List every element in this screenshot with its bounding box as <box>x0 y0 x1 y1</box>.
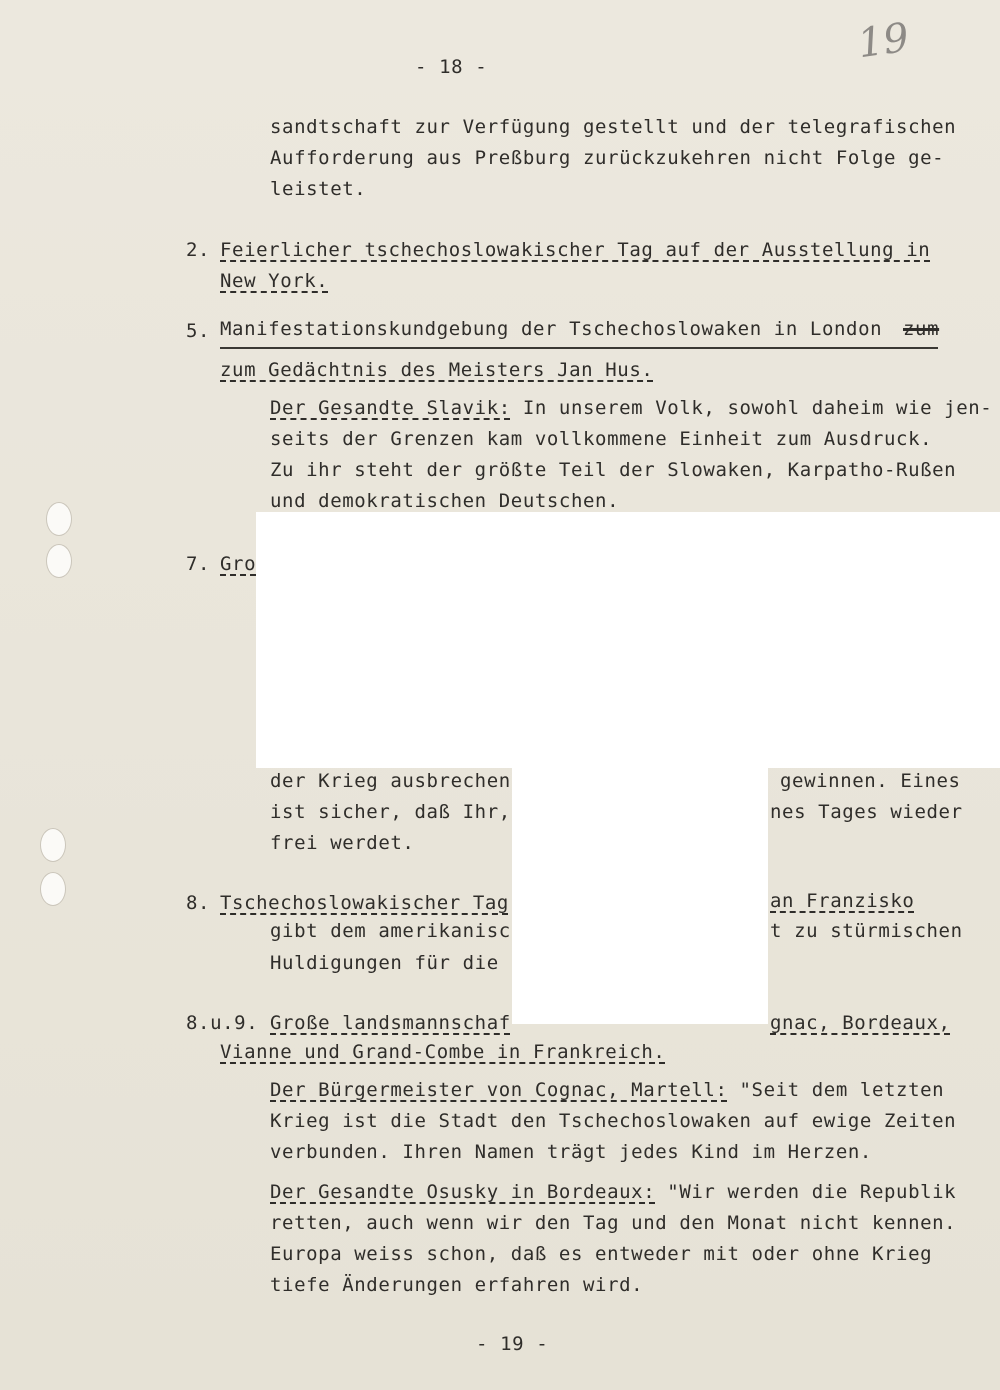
item-8-line-1-left: gibt dem amerikanisc <box>270 920 511 942</box>
item-2-title-line-1: Feierlicher tschechoslowakischer Tag auf der Ausstellung in <box>220 239 931 261</box>
redaction-block <box>512 768 768 1024</box>
item-8-9-quote-1-rest: "Seit dem letzten <box>727 1079 945 1101</box>
item-7-number: 7. <box>186 553 211 575</box>
punch-hole <box>40 872 66 906</box>
item-8-line-2-left: Huldigungen für die <box>270 952 499 974</box>
item-7-title-fragment: Gro <box>220 553 257 575</box>
item-8-9-number: 8.u.9. <box>186 1012 259 1034</box>
handwritten-page-number: 19 <box>855 14 912 68</box>
item-8-9-quote-2-rest: "Wir werden die Republik <box>655 1181 957 1203</box>
item-2-number: 2. <box>186 239 211 261</box>
item-5-title-line-2: zum Gedächtnis des Meisters Jan Hus. <box>220 359 654 381</box>
item-7-line-2-right: nes Tages wieder <box>770 801 963 823</box>
item-8-9-quote-2-line-4: tiefe Änderungen erfahren wird. <box>270 1274 644 1296</box>
item-5-struck-word: zum <box>903 318 940 340</box>
item-5-line-1-rest: In unserem Volk, sowohl daheim wie jen- <box>510 397 993 419</box>
item-8-title-left: Tschechoslowakischer Tag <box>220 892 509 914</box>
item-5-number: 5. <box>186 320 211 342</box>
item-5-paragraph-line-1 <box>270 399 992 418</box>
item-7-line-1-right: gewinnen. Eines <box>780 770 961 792</box>
item-8-9-quote-1-line-1 <box>270 1081 944 1100</box>
item-7-line-3: frei werdet. <box>270 832 415 854</box>
item-5-speaker: Der Gesandte Slavik: <box>270 397 511 419</box>
item-7-line-2-left: ist sicher, daß Ihr, <box>270 801 511 823</box>
item-8-9-quote-2-line-2: retten, auch wenn wir den Tag und den Monat nicht kennen. <box>270 1212 957 1234</box>
punch-hole <box>46 502 72 536</box>
intro-line-2: Aufforderung aus Preßburg zurückzukehren nicht Folge ge- <box>270 147 945 169</box>
item-8-9-title-line-1-left: Große landsmannschaf <box>270 1012 511 1034</box>
redaction-block <box>256 512 1000 768</box>
item-8-9-quote-2-line-3: Europa weiss schon, daß es entweder mit oder ohne Krieg <box>270 1243 933 1265</box>
item-8-9-title-line-2: Vianne und Grand-Combe in Frankreich. <box>220 1041 666 1063</box>
item-8-line-1-right: t zu stürmischen <box>770 920 963 942</box>
item-8-9-quote-1-line-2: Krieg ist die Stadt den Tschechoslowaken auf ewige Zeiten <box>270 1110 957 1132</box>
item-7-line-1-left: der Krieg ausbrechen <box>270 770 511 792</box>
item-8-number: 8. <box>186 892 211 914</box>
item-5-paragraph-line-2: seits der Grenzen kam vollkommene Einheit zum Ausdruck. <box>270 428 933 450</box>
punch-hole <box>46 544 72 578</box>
item-2-title-line-2: New York. <box>220 270 329 292</box>
punch-hole <box>40 828 66 862</box>
item-8-9-quote-1-line-3: verbunden. Ihren Namen trägt jedes Kind im Herzen. <box>270 1141 872 1163</box>
item-5-paragraph-line-3: Zu ihr steht der größte Teil der Slowaken, Karpatho-Rußen <box>270 459 957 481</box>
item-8-9-speaker-1: Der Bürgermeister von Cognac, Martell: <box>270 1079 728 1101</box>
item-5-title-line-1: Manifestationskundgebung der Tschechoslowaken in London <box>220 318 883 340</box>
intro-line-3: leistet. <box>270 178 367 200</box>
item-8-9-quote-2-line-1 <box>270 1183 956 1202</box>
item-8-title-right: an Franzisko <box>770 890 915 912</box>
item-5-title-underline <box>220 347 938 349</box>
page-footer: - 19 - <box>476 1333 549 1355</box>
intro-line-1: sandtschaft zur Verfügung gestellt und der telegrafischen <box>270 116 957 138</box>
item-8-9-title-line-1-right: gnac, Bordeaux, <box>770 1012 951 1034</box>
page-header: - 18 - <box>415 56 488 78</box>
item-8-9-speaker-2: Der Gesandte Osusky in Bordeaux: <box>270 1181 656 1203</box>
item-5-paragraph-line-4: und demokratischen Deutschen. <box>270 490 620 512</box>
